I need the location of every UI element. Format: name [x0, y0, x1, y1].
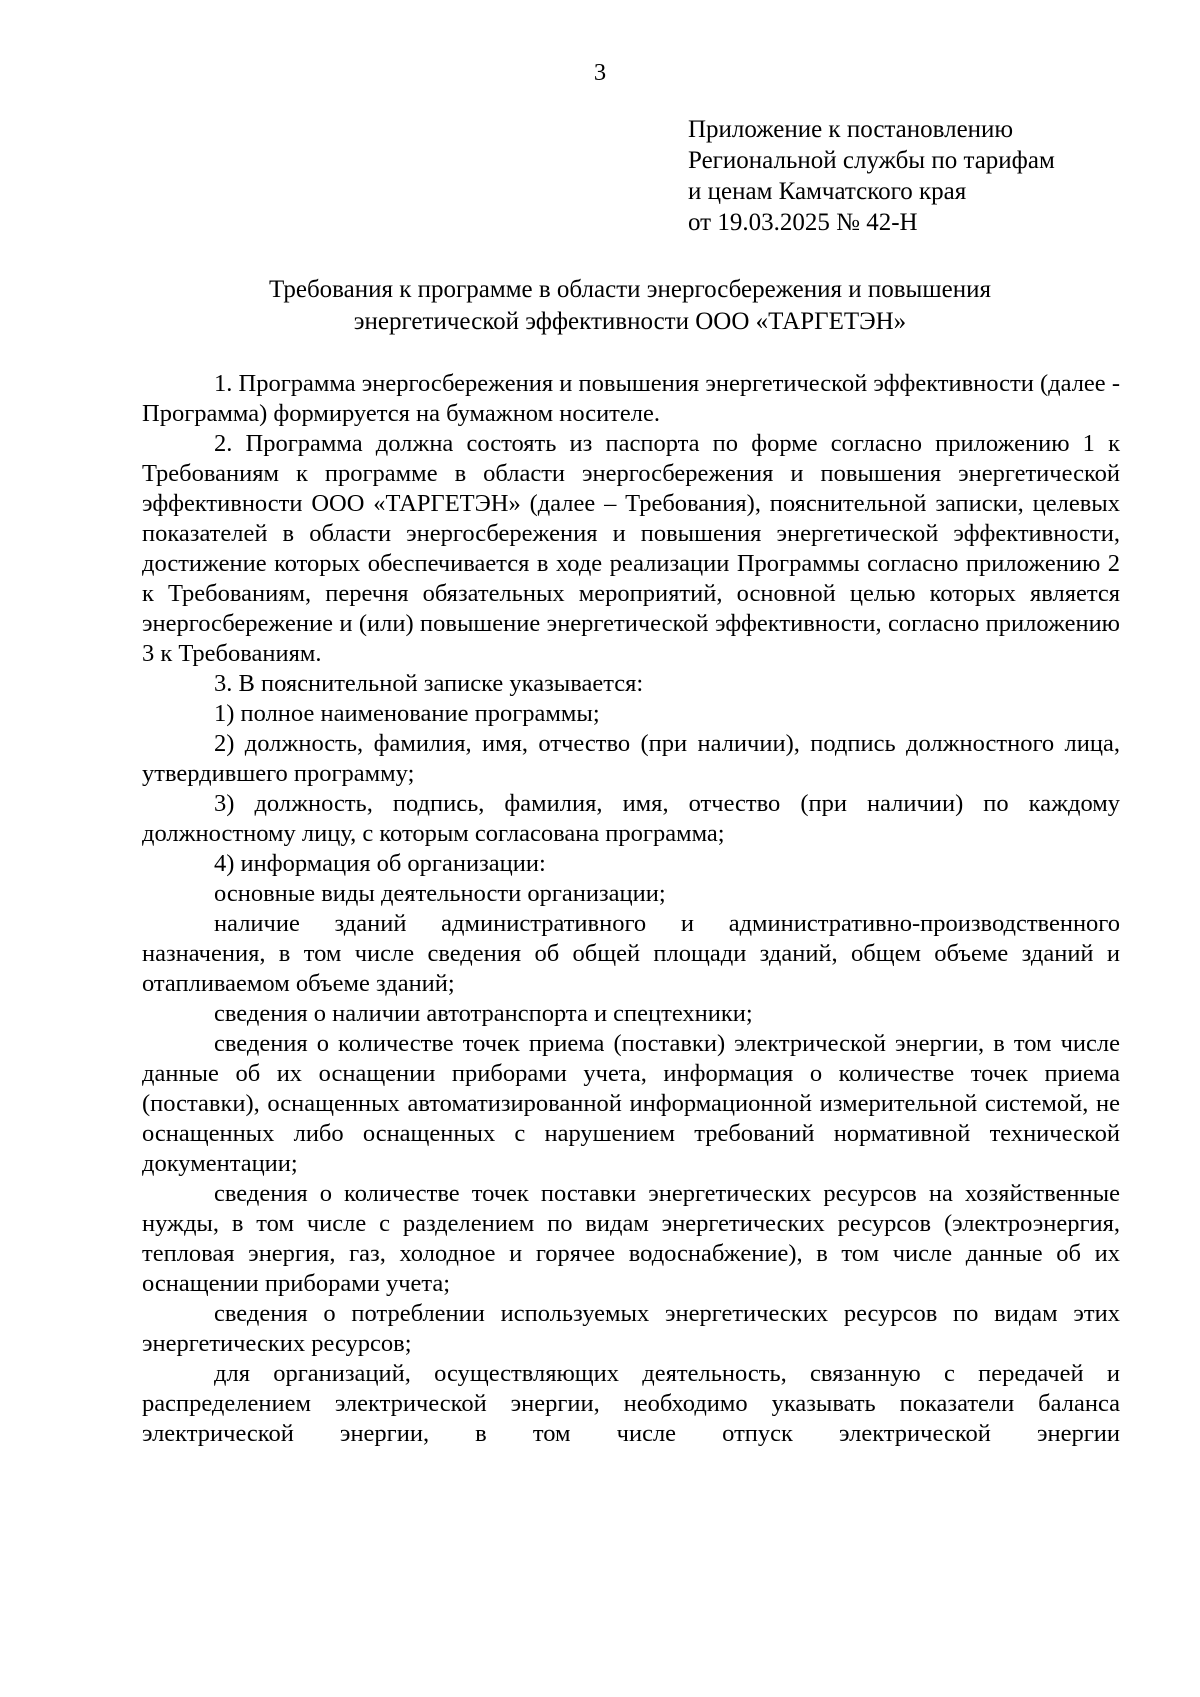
paragraph-2: 2. Программа должна состоять из паспорта по форме согласно приложению 1 к Требованиям к программе в области энергосбережения и повышения энергетической эффективности ООО «ТАРГЕТЭН» (далее – Требования), пояснительной записки, целевых показателей в области энергосбережения и повышения энергетической эффективности, достижение которых обеспечивается в ходе реализации Программы согласно приложению 2 к Требованиям, перечня обязательных мероприятий, основной целью которых является энергосбережение и (или) повышение энергетической эффективности, согласно приложению 3 к Требованиям. [142, 430, 1120, 667]
list-item-1: 1) полное наименование программы; [214, 700, 600, 727]
page-number: 3 [593, 59, 607, 86]
document-body [142, 369, 1120, 1449]
document-title [140, 274, 1120, 338]
list-item-3: 3) должность, подпись, фамилия, имя, отчество (при наличии) по каждому должностному лицу, с которым согласована программа; [142, 790, 1120, 847]
list-item-2: 2) должность, фамилия, имя, отчество (при наличии), подпись должностного лица, утвердившего программу; [142, 730, 1120, 787]
org-info-item: сведения о наличии автотранспорта и спецтехники; [214, 1000, 753, 1027]
paragraph-3: 3. В пояснительной записке указывается: [214, 670, 644, 697]
org-info-item: наличие зданий административного и административно-производственного назначения, в том числе сведения об общей площади зданий, общем объеме зданий и отапливаемом объеме зданий; [142, 910, 1120, 997]
appendix-date-number: от 19.03.2025 № 42-Н [688, 209, 918, 236]
org-info-item: основные виды деятельности организации; [214, 880, 666, 907]
paragraph-1: 1. Программа энергосбережения и повышения энергетической эффективности (далее - Программа) формируется на бумажном носителе. [142, 370, 1120, 427]
org-info-item: сведения о количестве точек поставки энергетических ресурсов на хозяйственные нужды, в том числе с разделением по видам энергетических ресурсов (электроэнергия, тепловая энергия, газ, холодное и горячее водоснабжение), в том числе данные об их оснащении приборами учета; [142, 1180, 1120, 1297]
org-info-item: для организаций, осуществляющих деятельность, связанную с передачей и распределением электрической энергии, необходимо указывать показатели баланса электрической энергии, в том числе отпуск электрической энергии [142, 1360, 1120, 1447]
list-item-4: 4) информация об организации: [214, 850, 546, 877]
title-line: Требования к программе в области энергосбережения и повышения [269, 276, 991, 303]
appendix-line: и ценам Камчатского края [688, 178, 967, 205]
appendix-line: Приложение к постановлению [688, 116, 1014, 143]
title-line: энергетической эффективности ООО «ТАРГЕТЭН» [353, 308, 907, 335]
appendix-block [688, 114, 1188, 238]
appendix-line: Региональной службы по тарифам [688, 147, 1055, 174]
org-info-item: сведения о потреблении используемых энергетических ресурсов по видам этих энергетических ресурсов; [142, 1300, 1120, 1357]
org-info-item: сведения о количестве точек приема (поставки) электрической энергии, в том числе данные об их оснащении приборами учета, информация о количестве точек приема (поставки), оснащенных автоматизированной информационной измерительной системой, не оснащенных либо оснащенных с нарушением требований нормативной технической документации; [142, 1030, 1120, 1177]
